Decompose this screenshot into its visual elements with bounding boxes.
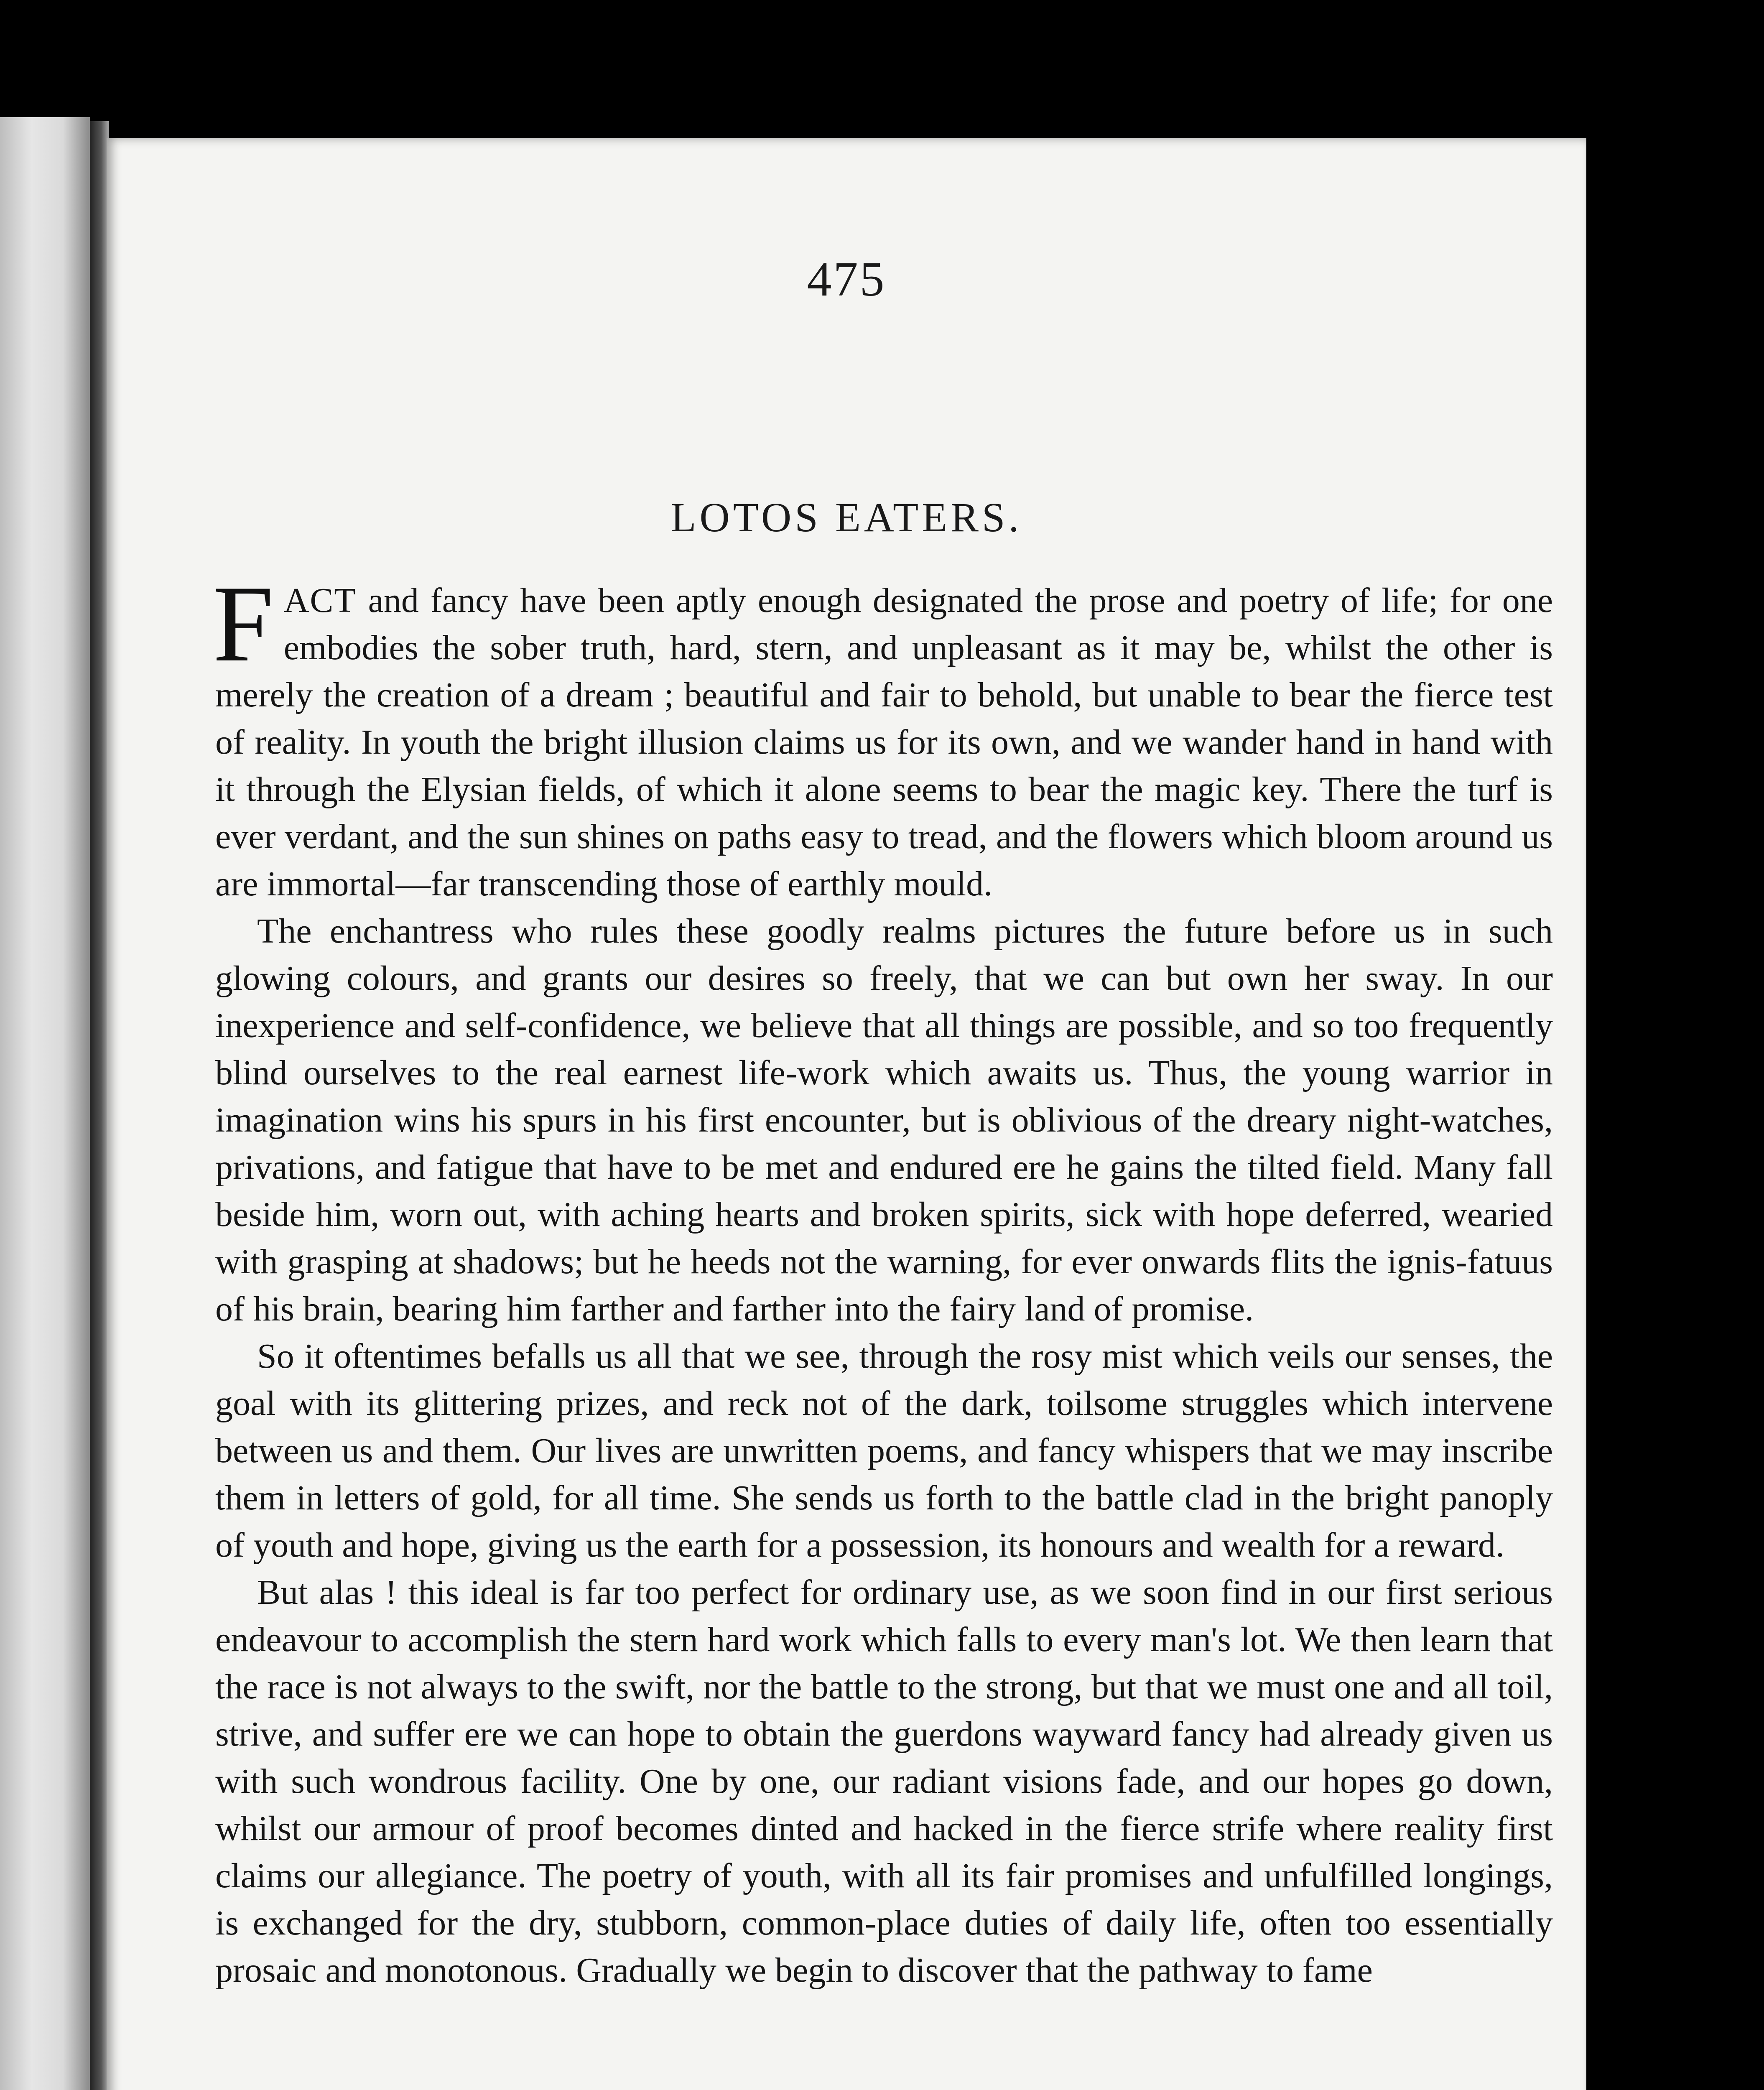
first-word-rest: ACT [283, 581, 357, 620]
page-number: 475 [807, 252, 886, 306]
article-body [213, 563, 1553, 1994]
article-title: LOTOS EATERS. [670, 494, 1022, 540]
book-page [107, 138, 1586, 2090]
paragraph: So it oftentimes befalls us all that we see, through the rosy mist which veils our senses, the goal with its glittering prizes, and reck not of the dark, toilsome struggles which intervene between us and them. Our lives are unwritten poems, and fancy whispers that we may inscribe them in letters of gold, for all time. She sends us forth to the battle clad in the bright panoply of youth and hope, giving us the earth for a possession, its honours and wealth for a reward. [215, 1337, 1553, 1565]
paragraph: But alas ! this ideal is far too perfect for ordinary use, as we soon find in our first serious endeavour to accomplish the stern hard work which falls to every man's lot. We then learn that the race is not always to the swift, nor the battle to the strong, but that we must one and all toil, strive, and suffer ere we can hope to obtain the guerdons wayward fancy had already given us with such wondrous facility. One by one, our radiant visions fade, and our hopes go down, whilst our armour of proof becomes dinted and hacked in the fierce strife where reality first claims our allegiance. The poetry of youth, with all its fair promises and unfulfilled longings, is exchanged for the dry, stubborn, common-place duties of daily life, often too essentially prosaic and monotonous. Gradually we begin to discover that the pathway to fame [215, 1573, 1553, 1990]
drop-cap: F [213, 563, 274, 684]
paragraph: The enchantress who rules these goodly realms pictures the future before us in such glowing colours, and grants our desires so freely, that we can but own her sway. In our inexperience and self-confidence, we believe that all things are possible, and so too frequently blind ourselves to the real earnest life-work which awaits us. Thus, the young warrior in imagination wins his spurs in his first encounter, but is oblivious of the dreary night-watches, privations, and fatigue that have to be met and endured ere he gains the tilted field. Many fall beside him, worn out, with aching hearts and broken spirits, sick with hope deferred, wearied with grasping at shadows; but he heeds not the warning, for ever onwards flits the ignis-fatuus of his brain, bearing him farther and farther into the fairy land of promise. [215, 912, 1553, 1328]
paragraph [213, 563, 1553, 907]
previous-page-edge [0, 117, 90, 2090]
page-gutter [90, 121, 109, 2090]
paragraph-text: and fancy have been aptly enough designated the prose and poetry of life; for one embodies the sober truth, hard, stern, and unpleasant as it may be, whilst the other is merely the creation of a dream ; beautiful and fair to behold, but unable to bear the fierce test of reality. In youth the bright illusion claims us for its own, and we wander hand in hand with it through the Elysian fields, of which it alone seems to bear the magic key. There the turf is ever verdant, and the sun shines on paths easy to tread, and the flowers which bloom around us are immortal—far transcending those of earthly mould. [215, 581, 1553, 903]
